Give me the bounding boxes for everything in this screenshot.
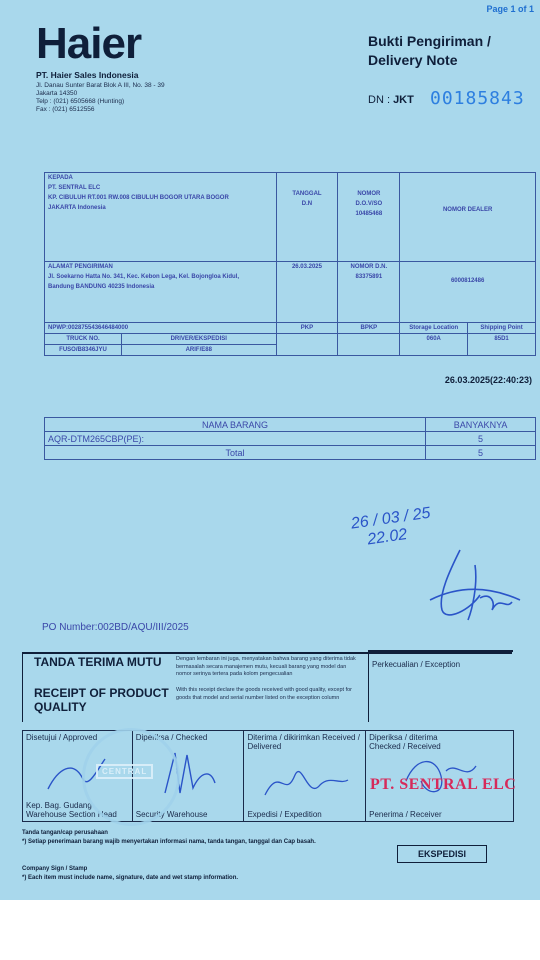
- checked-label: Diperiksa / Checked: [135, 733, 208, 742]
- note-line: *) Setiap penerimaan barang wajib menyertakan informasi nama, tanda tangan, tanggal dan Cap basah.: [22, 839, 316, 845]
- company-address: [36, 82, 165, 114]
- receipt-title-id: TANDA TERIMA MUTU: [34, 655, 162, 669]
- note-line: Tanda tangan/cap perusahaan: [22, 830, 108, 836]
- page-number: Page 1 of 1: [486, 4, 534, 14]
- exception-label: Perkecualian / Exception: [372, 660, 461, 669]
- item-qty: 5: [426, 432, 536, 446]
- pkp-cell: PKP: [276, 323, 338, 334]
- total-value: 5: [426, 446, 536, 460]
- dn-prefix: DN :: [368, 94, 394, 106]
- dn-label: [368, 94, 414, 106]
- bpkp-cell: BPKP: [338, 323, 400, 334]
- consignee-table: [44, 172, 536, 356]
- receipt-text-id: Dengan lembaran ini juga, menyatakan bahwa barang yang diterima tidak bermasalah secara manajemen mutu, kecuali barang yang model dan nomor serinya tertera pada kolom pengecualian: [176, 656, 356, 677]
- consignee-address-1: KP. CIBULUH RT.001 RW.008 CIBULUH BOGOR UTARA BOGOR: [48, 195, 229, 201]
- po-number: PO Number:002BD/AQU/III/2025: [42, 622, 189, 633]
- title-line-2: Delivery Note: [368, 52, 458, 68]
- company-name: PT. Haier Sales Indonesia: [36, 70, 139, 80]
- document-title: [368, 32, 491, 70]
- bpkp-value-cell: [338, 334, 400, 356]
- stamp-text: CENTRAL: [96, 764, 153, 779]
- title-line-1: Bukti Pengiriman /: [368, 33, 491, 49]
- received-label: Diterima / dikirimkan Received / Delivered: [247, 733, 360, 751]
- dn-sub-label: D.N: [301, 201, 313, 207]
- kepada-label: KEPADA: [48, 175, 73, 181]
- alamat-label: ALAMAT PENGIRIMAN: [48, 264, 113, 270]
- received-cell: [244, 731, 366, 822]
- storage-value-cell: 060A: [400, 334, 468, 356]
- received-footer: Expedisi / Expedition: [247, 810, 322, 819]
- receiver-footer: Penerima / Receiver: [369, 810, 442, 819]
- receiver-signature-large: [420, 540, 530, 630]
- note-line: Company Sign / Stamp: [22, 866, 88, 872]
- notes-id: [22, 829, 316, 847]
- received-signature: [260, 755, 350, 805]
- address-line: Fax : (021) 6512556: [36, 106, 95, 113]
- dovso-value: 10485468: [355, 211, 383, 217]
- shipping-value-cell: 85D1: [468, 334, 536, 356]
- truck-value: FUSO/B8346JYU: [45, 345, 122, 356]
- nomor-dn-value: 83375891: [355, 274, 383, 280]
- truck-driver-cell: [45, 334, 277, 356]
- item-name-header: NAMA BARANG: [45, 418, 426, 432]
- checked-footer: Security Warehouse: [135, 810, 208, 819]
- table-row: [45, 432, 536, 446]
- date-cell: 26.03.2025: [276, 262, 338, 323]
- driver-value: ARIF/E88: [185, 347, 212, 353]
- address-line: Telp : (021) 6505668 (Hunting): [36, 98, 125, 105]
- dealer-header-cell: [400, 173, 536, 262]
- dealer-value: 6000812486: [450, 278, 485, 284]
- receipt-text-en: With this receipt declare the goods received with good quality, except for goods that model and serial number listed on the exception column: [176, 687, 352, 701]
- print-timestamp: 26.03.2025(22:40:23): [444, 375, 532, 385]
- nomor-label: NOMOR: [357, 191, 381, 197]
- address-line: Jl. Danau Sunter Barat Blok A III, No. 38 - 39: [36, 82, 165, 89]
- notes-en: [22, 865, 238, 883]
- kepada-cell: [45, 173, 277, 262]
- receipt-title-en-line1: RECEIPT OF PRODUCT: [34, 686, 169, 700]
- shipping-label-cell: Shipping Point: [468, 323, 536, 334]
- ekspedisi-label: EKSPEDISI: [397, 845, 487, 863]
- address-line: Jakarta 14350: [36, 90, 78, 97]
- consignee-address-2: JAKARTA Indonesia: [48, 205, 106, 211]
- nomor-dn-cell: [338, 262, 400, 323]
- item-name: AQR-DTM265CBP(PE):: [45, 432, 426, 446]
- item-qty-header: BANYAKNYA: [426, 418, 536, 432]
- approved-footer-line2: Warehouse Section Head: [26, 810, 117, 819]
- receipt-bracket: [22, 652, 27, 722]
- approved-footer-line1: Kep. Bag. Gudang: [26, 801, 92, 810]
- truck-driver-table: [45, 334, 276, 355]
- dealer-value-cell: [400, 262, 536, 323]
- dn-number: 00185843: [430, 88, 525, 109]
- pkp-value-cell: [276, 334, 338, 356]
- approved-label: Disetujui / Approved: [26, 733, 98, 742]
- dovso-label: D.O.V/SO: [355, 201, 383, 207]
- dn-code: JKT: [393, 94, 414, 106]
- truck-label: TRUCK NO.: [45, 334, 122, 345]
- nomor-cell: [338, 173, 400, 262]
- tanggal-label: TANGGAL: [292, 191, 322, 197]
- items-table: [44, 417, 536, 460]
- company-stamp: PT. SENTRAL ELC: [370, 776, 517, 793]
- note-line: *) Each item must include name, signature, date and wet stamp information.: [22, 875, 239, 881]
- alamat-line-1: Jl. Soekarno Hatta No. 341, Kec. Kebon Lega, Kel. Bojongloa Kidul,: [48, 274, 240, 280]
- driver-label: DRIVER/EKSPEDISI: [122, 334, 276, 345]
- receipt-title-en: [34, 686, 169, 714]
- storage-label-cell: Storage Location: [400, 323, 468, 334]
- alamat-line-2: Bandung BANDUNG 40235 Indonesia: [48, 284, 155, 290]
- dealer-label: NOMOR DEALER: [442, 207, 493, 213]
- consignee-name: PT. SENTRAL ELC: [48, 185, 101, 191]
- npwp-cell: NPWP:002875543646484000: [45, 323, 277, 334]
- tanggal-cell: [276, 173, 338, 262]
- haier-logo: Haier: [36, 19, 142, 68]
- receiver-label: Diperiksa / diterima Checked / Received: [369, 733, 441, 751]
- total-label: Total: [45, 446, 426, 460]
- receipt-title-en-line2: QUALITY: [34, 700, 87, 714]
- handwritten-date-line: 26 / 03 / 25: [349, 504, 432, 533]
- alamat-cell: [45, 262, 277, 323]
- nomor-dn-label: NOMOR D.N.: [350, 264, 388, 270]
- handwritten-time-line: 22.02: [366, 526, 409, 549]
